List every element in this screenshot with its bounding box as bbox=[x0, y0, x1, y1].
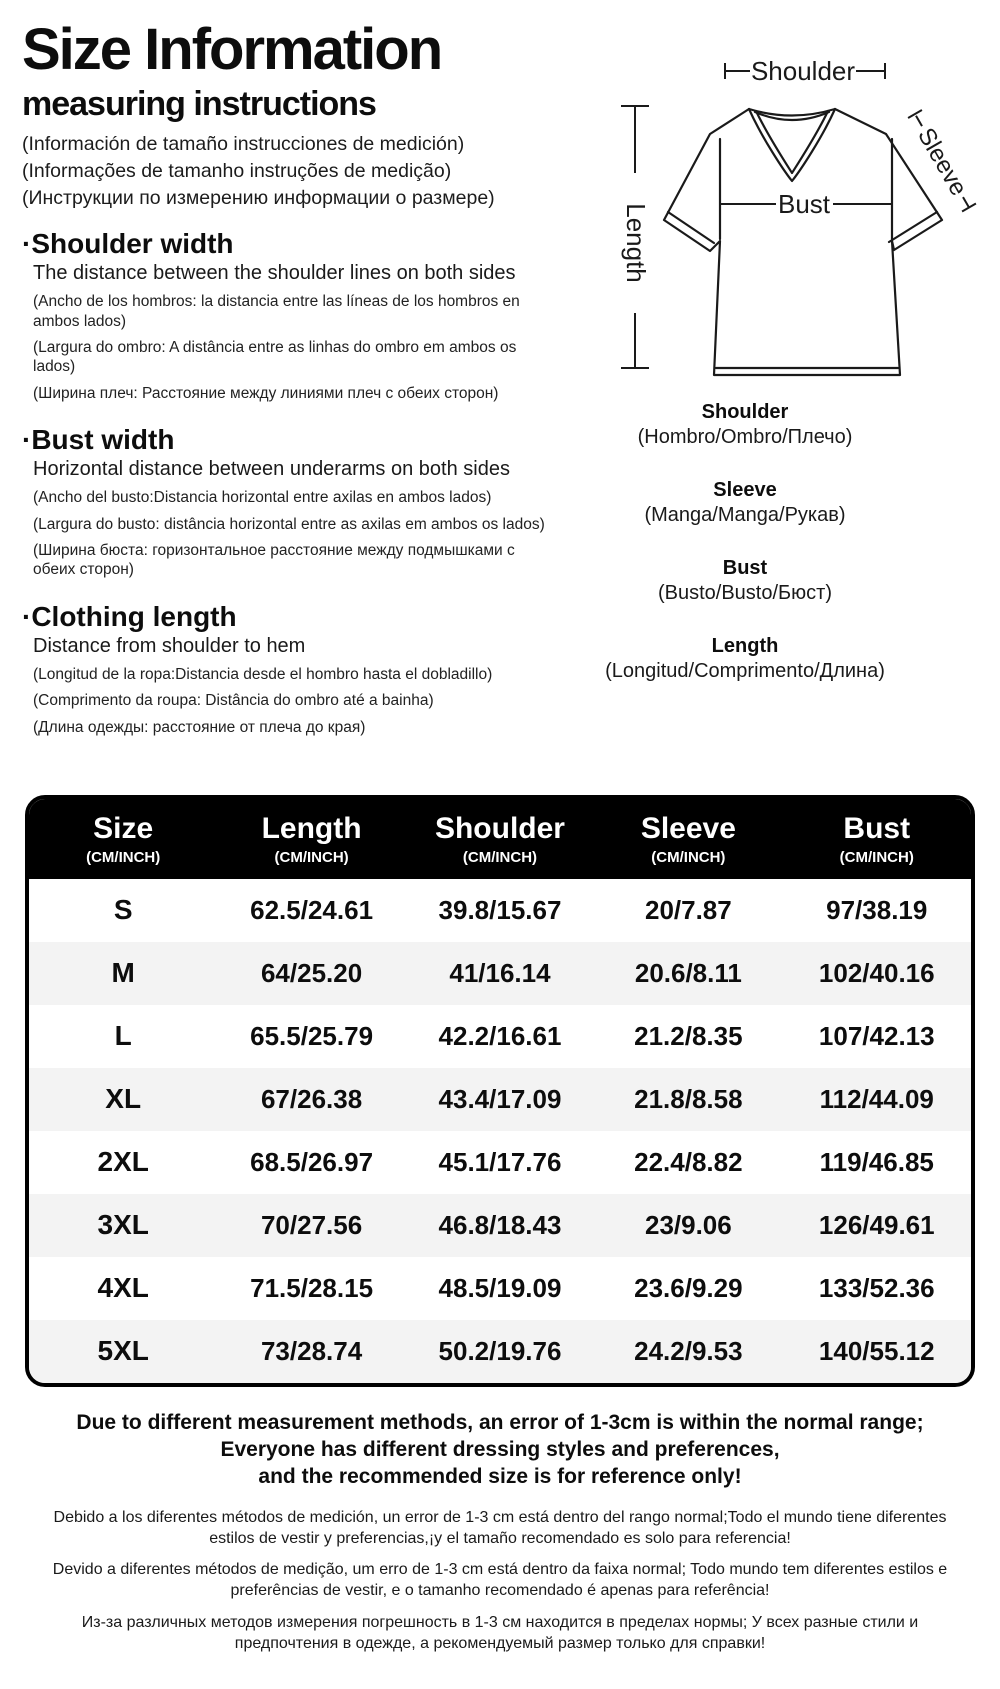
table-column-header bbox=[217, 812, 405, 868]
section-translation-es: (Ancho de los hombros: la distancia entre las líneas de los hombros en ambos lados) bbox=[33, 293, 520, 330]
column-label: Bust bbox=[843, 812, 911, 845]
table-column-header bbox=[783, 812, 971, 868]
table-column-header bbox=[594, 812, 782, 868]
legend-term: Bust bbox=[722, 557, 768, 579]
legend-sleeve bbox=[555, 478, 935, 528]
bullet-dot: · bbox=[22, 228, 32, 259]
disclaimer-line: and the recommended size is for reference only! bbox=[258, 1464, 742, 1488]
section-clothing-length bbox=[22, 601, 562, 737]
cell-bust: 107/42.13 bbox=[818, 1020, 935, 1051]
cell-sleeve: 24.2/9.53 bbox=[634, 1335, 743, 1366]
section-translation-pt: (Largura do busto: distância horizontal entre as axilas em ambos os lados) bbox=[33, 515, 545, 533]
cell-length: 70/27.56 bbox=[260, 1209, 363, 1240]
cell-shoulder: 42.2/16.61 bbox=[438, 1020, 562, 1051]
section-translation-pt: (Largura do ombro: A distância entre as linhas do ombro em ambos os lados) bbox=[33, 338, 517, 376]
cell-size: M bbox=[111, 957, 135, 988]
cell-bust: 119/46.85 bbox=[819, 1146, 934, 1177]
cell-shoulder: 48.5/19.09 bbox=[438, 1272, 562, 1303]
cell-bust: 112/44.09 bbox=[819, 1083, 934, 1114]
page-subtitle: measuring instructions bbox=[22, 84, 376, 123]
cell-size: XL bbox=[105, 1083, 142, 1114]
section-description: Distance from shoulder to hem bbox=[33, 634, 306, 657]
page-title: Size Information bbox=[22, 17, 442, 82]
measurement-sections bbox=[22, 228, 562, 758]
tshirt-outline bbox=[664, 109, 942, 375]
legend-translation: (Hombro/Ombro/Плечо) bbox=[637, 426, 853, 448]
diagram-bust-label: Bust bbox=[777, 189, 831, 219]
column-label: Sleeve bbox=[640, 812, 736, 845]
legend-translation: (Busto/Busto/Бюст) bbox=[657, 582, 832, 604]
cell-shoulder: 43.4/17.09 bbox=[438, 1083, 562, 1114]
cell-sleeve: 20/7.87 bbox=[644, 894, 732, 925]
column-unit: (CM/INCH) bbox=[86, 848, 161, 866]
cell-size: 2XL bbox=[97, 1146, 149, 1177]
cell-bust: 133/52.36 bbox=[818, 1272, 935, 1303]
legend-shoulder bbox=[555, 400, 935, 450]
section-heading-text: Bust width bbox=[31, 424, 175, 456]
section-description: The distance between the shoulder lines on both sides bbox=[33, 262, 516, 285]
section-heading bbox=[22, 228, 562, 260]
table-row bbox=[29, 1257, 971, 1320]
section-heading bbox=[22, 424, 562, 456]
size-table-body bbox=[29, 879, 971, 1383]
section-translation-ru: (Ширина плеч: Расстояние между линиями плеч с обеих сторон) bbox=[33, 384, 499, 402]
cell-shoulder: 50.2/19.76 bbox=[438, 1335, 562, 1366]
table-row bbox=[29, 1194, 971, 1257]
section-translation-pt: (Comprimento da roupa: Distância do ombro até a bainha) bbox=[33, 692, 434, 710]
disclaimer-english bbox=[35, 1410, 965, 1491]
tshirt-measurement-diagram bbox=[552, 22, 1000, 394]
size-table-header bbox=[29, 799, 971, 879]
cell-sleeve: 22.4/8.82 bbox=[634, 1146, 743, 1177]
column-unit: (CM/INCH) bbox=[651, 848, 726, 866]
table-column-header bbox=[29, 812, 217, 868]
section-heading-text: Clothing length bbox=[31, 600, 237, 632]
intro-translation-pt: (Informações de tamanho instruções de medição) bbox=[22, 160, 452, 183]
section-translation-ru: (Ширина бюста: горизонтальное расстояние между подмышками с обеих сторон) bbox=[33, 542, 515, 579]
column-label: Length bbox=[261, 812, 362, 845]
cell-shoulder: 45.1/17.76 bbox=[438, 1146, 562, 1177]
cell-length: 71.5/28.15 bbox=[250, 1272, 374, 1303]
cell-shoulder: 41/16.14 bbox=[449, 957, 551, 988]
cell-length: 62.5/24.61 bbox=[250, 894, 374, 925]
measurement-legend bbox=[555, 400, 935, 712]
disclaimer-line: Everyone has different dressing styles and preferences, bbox=[220, 1437, 780, 1461]
size-table bbox=[25, 795, 975, 1387]
legend-translation: (Manga/Manga/Рукав) bbox=[644, 504, 846, 526]
cell-length: 68.5/26.97 bbox=[250, 1146, 374, 1177]
section-translation-es: (Ancho del busto:Distancia horizontal entre axilas en ambos lados) bbox=[33, 489, 492, 507]
section-description: Horizontal distance between underarms on both sides bbox=[33, 458, 510, 481]
sleeve-measure-line bbox=[903, 108, 980, 215]
legend-bust bbox=[555, 556, 935, 606]
cell-bust: 126/49.61 bbox=[818, 1209, 935, 1240]
disclaimer-notes bbox=[0, 1410, 1000, 1664]
section-translation-ru: (Длина одежды: расстояние от плеча до края) bbox=[33, 718, 366, 736]
disclaimer-russian: Из-за различных методов измерения погрешность в 1-3 см находится в пределах нормы; У всех разные стили и предпочтения в одежде, а рекомендуемый размер только для справки! bbox=[81, 1613, 919, 1652]
cell-bust: 102/40.16 bbox=[818, 957, 935, 988]
cell-size: L bbox=[114, 1020, 132, 1051]
bullet-dot: · bbox=[22, 424, 32, 456]
cell-sleeve: 23/9.06 bbox=[644, 1209, 732, 1240]
legend-term: Length bbox=[711, 635, 779, 657]
cell-size: 3XL bbox=[97, 1209, 149, 1240]
cell-sleeve: 21.2/8.35 bbox=[634, 1020, 743, 1051]
legend-term: Shoulder bbox=[701, 401, 789, 423]
cell-size: 5XL bbox=[97, 1335, 149, 1366]
table-row bbox=[29, 942, 971, 1005]
cell-sleeve: 20.6/8.11 bbox=[634, 957, 742, 988]
legend-term: Sleeve bbox=[713, 479, 777, 501]
legend-translation: (Longitud/Comprimento/Длина) bbox=[605, 660, 885, 682]
cell-shoulder: 39.8/15.67 bbox=[438, 894, 562, 925]
cell-bust: 97/38.19 bbox=[826, 894, 928, 925]
column-unit: (CM/INCH) bbox=[274, 848, 349, 866]
table-row bbox=[29, 1320, 971, 1383]
section-bust-width bbox=[22, 424, 562, 580]
disclaimer-spanish: Debido a los diferentes métodos de medición, un error de 1-3 cm está dentro del rango normal;Todo el mundo tiene diferentes estilos de vestir y preferencias,¡y el tamaño recomendado es solo para referencia! bbox=[53, 1508, 947, 1547]
cell-size: 4XL bbox=[97, 1272, 149, 1303]
cell-length: 65.5/25.79 bbox=[250, 1020, 374, 1051]
diagram-sleeve-label: Sleeve bbox=[912, 123, 973, 201]
disclaimer-line: Due to different measurement methods, an error of 1-3cm is within the normal range; bbox=[76, 1411, 924, 1434]
intro-header bbox=[22, 18, 567, 212]
section-heading bbox=[22, 601, 562, 633]
intro-translation-ru: (Инструкции по измерению информации о размере) bbox=[22, 187, 495, 210]
table-row bbox=[29, 1005, 971, 1068]
cell-size: S bbox=[113, 894, 133, 925]
cell-bust: 140/55.12 bbox=[818, 1335, 935, 1366]
cell-length: 67/26.38 bbox=[260, 1083, 363, 1114]
column-unit: (CM/INCH) bbox=[839, 848, 914, 866]
cell-shoulder: 46.8/18.43 bbox=[438, 1209, 562, 1240]
table-row bbox=[29, 879, 971, 942]
section-translation-es: (Longitud de la ropa:Distancia desde el hombro hasta el dobladillo) bbox=[33, 665, 493, 683]
diagram-length-label: Length bbox=[621, 203, 651, 283]
column-label: Size bbox=[93, 812, 154, 845]
section-shoulder-width bbox=[22, 228, 562, 403]
table-column-header bbox=[406, 812, 594, 868]
cell-sleeve: 21.8/8.58 bbox=[634, 1083, 743, 1114]
column-unit: (CM/INCH) bbox=[462, 848, 538, 866]
intro-translation-es: (Información de tamaño instrucciones de medición) bbox=[22, 133, 465, 156]
cell-length: 64/25.20 bbox=[260, 957, 363, 988]
column-label: Shoulder bbox=[434, 812, 565, 845]
disclaimer-portuguese: Devido a diferentes métodos de medição, um erro de 1-3 cm está dentro da faixa normal; Todo mundo tem diferentes estilos e preferências de vestir, e o tamanho recomendado é apenas para referência! bbox=[52, 1561, 948, 1600]
table-row bbox=[29, 1131, 971, 1194]
section-heading-text: Shoulder width bbox=[31, 228, 234, 259]
bullet-dot: · bbox=[22, 600, 32, 632]
legend-length bbox=[555, 634, 935, 684]
diagram-shoulder-label: Shoulder bbox=[750, 56, 856, 86]
table-row bbox=[29, 1068, 971, 1131]
cell-length: 73/28.74 bbox=[260, 1335, 363, 1366]
cell-sleeve: 23.6/9.29 bbox=[634, 1272, 743, 1303]
